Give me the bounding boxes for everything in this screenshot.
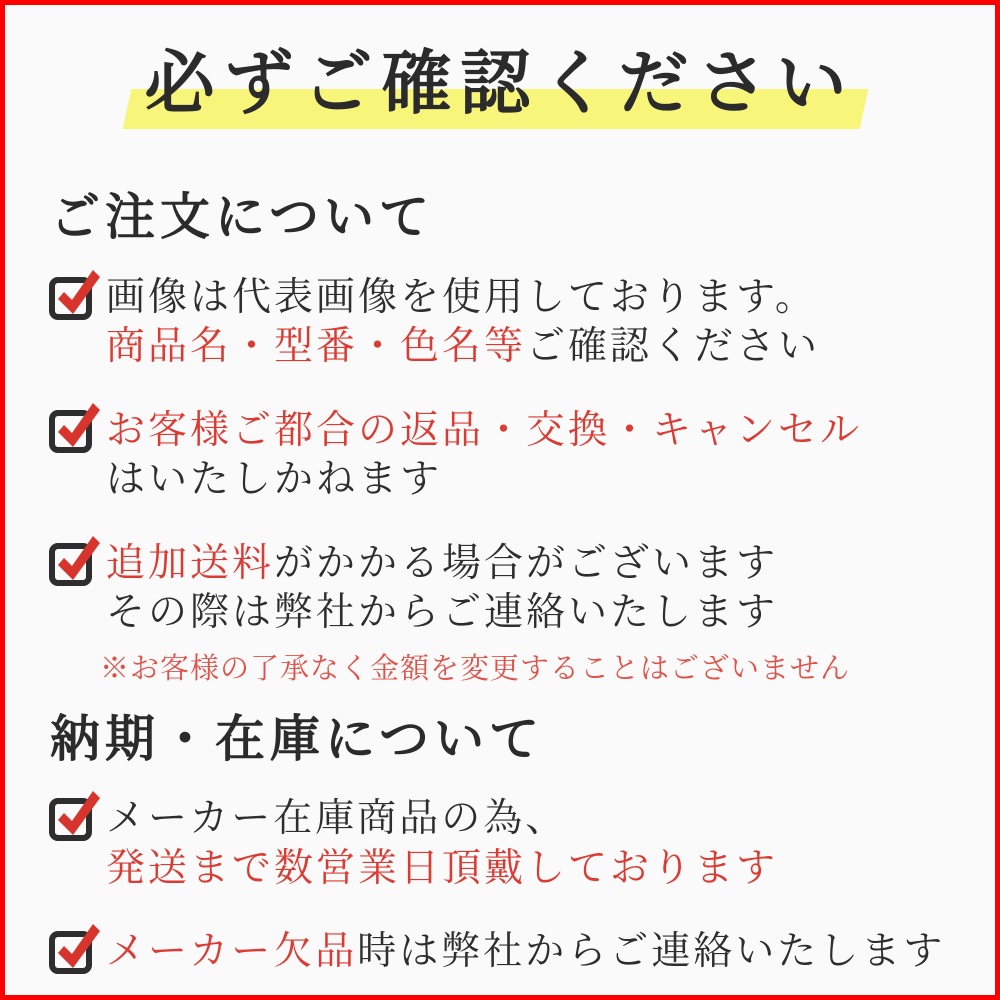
text-segment: はいたしかねます [106,458,443,502]
text-segment: メーカー在庫商品の為、 [106,797,568,841]
checklist-item [50,794,955,893]
notice-sections [5,189,995,977]
page-title [145,39,856,130]
section [50,189,955,687]
text-segment: お客様ご都合の返品・交換・キャンセル [106,408,863,452]
checkbox-checked-icon [48,920,102,974]
text-line [106,794,955,844]
checkbox-checked-icon [48,399,102,453]
checklist-item [50,273,955,372]
section-heading: 納期・在庫について [50,710,544,767]
text-segment: その際は弊社からご連絡いたします [106,591,779,635]
text-segment: 時は弊社からご連絡いたします [357,930,946,974]
checklist-item-text [106,927,955,977]
section-heading: ご注文について [50,189,434,245]
text-line [106,455,955,505]
checklist-item [50,406,955,505]
checklist-item-text [100,539,955,687]
checklist-item-text [106,406,955,505]
checkbox-checked-icon [48,532,102,586]
text-line [106,406,955,456]
checklist-item-text [106,273,955,372]
text-segment: ご確認ください [526,325,821,369]
text-line [106,844,955,894]
text-segment: 追加送料 [106,541,275,585]
text-line [106,927,955,977]
text-line [106,322,955,372]
checkbox-checked-icon [48,266,102,320]
text-segment: がかかる場合がございます [274,541,779,585]
text-line [106,588,955,638]
text-segment: メーカー欠品 [106,930,358,974]
section [50,711,955,977]
checklist-item [50,927,955,977]
text-line [106,539,955,589]
checklist-item [50,539,955,687]
text-segment: 画像は代表画像を使用しております。 [106,275,817,319]
checkbox-checked-icon [48,787,102,841]
title-row [5,39,995,139]
text-segment: 発送まで数営業日頂戴しております [106,846,779,890]
text-segment: 商品名・型番・色名等 [106,325,527,369]
note-text: ※お客様の了承なく金額を変更することはございません [100,652,851,685]
checklist-item-text [106,794,955,893]
page-title-text: 必ずご確認ください [144,46,856,123]
text-line [106,273,955,323]
